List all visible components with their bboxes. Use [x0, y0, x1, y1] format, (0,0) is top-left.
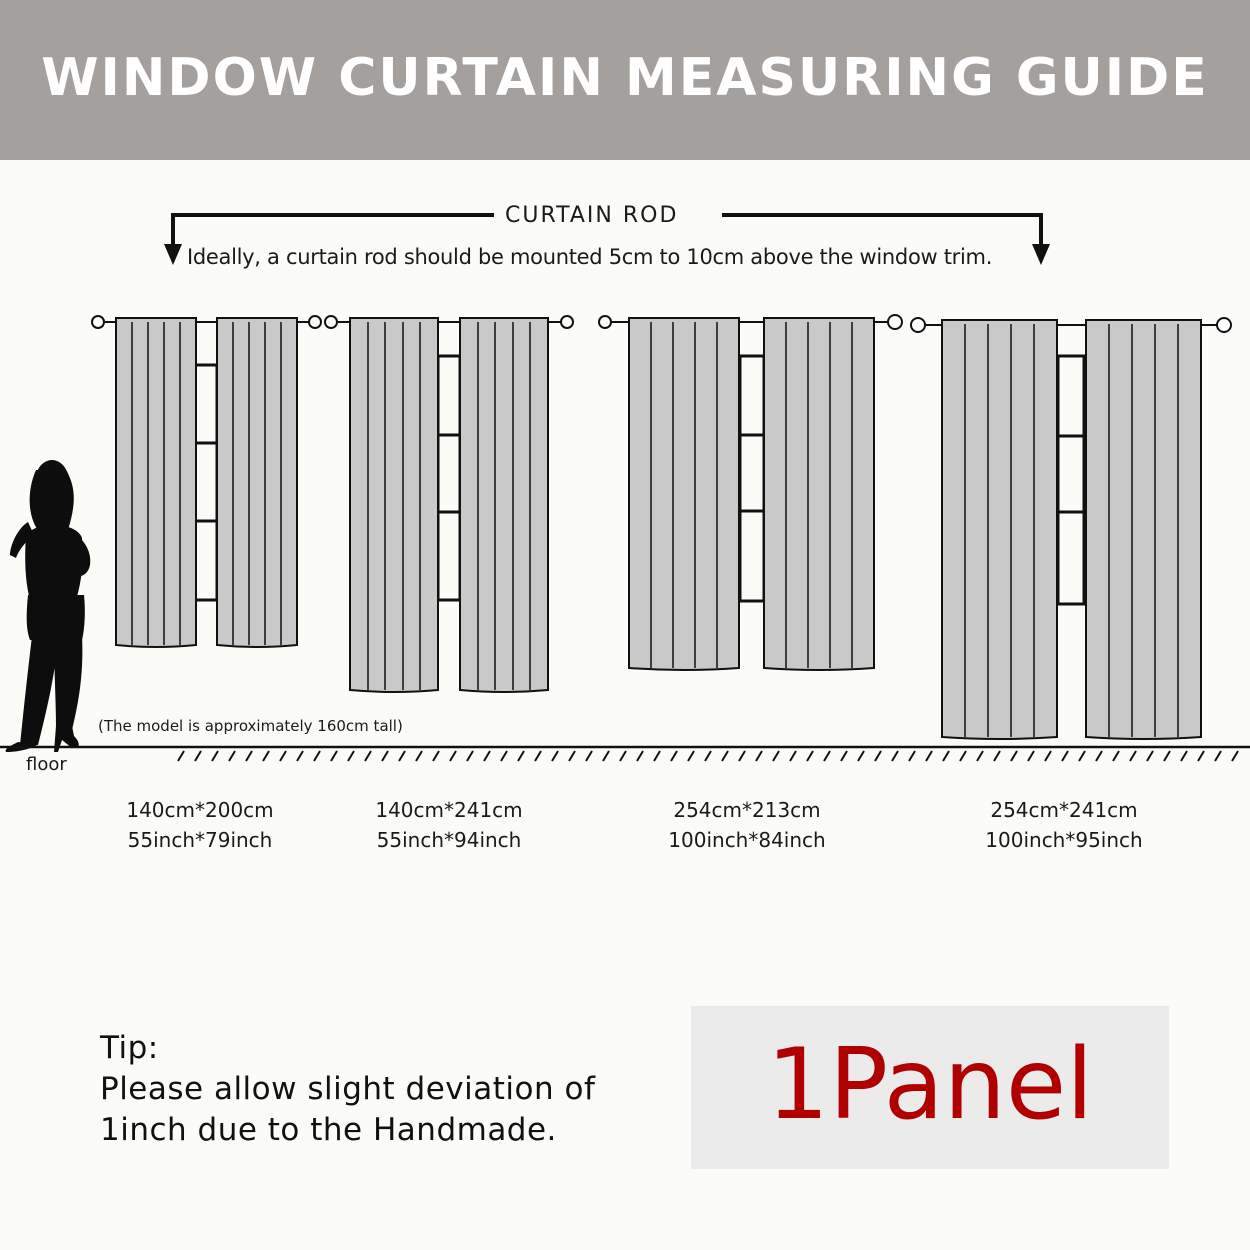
curtain-panel-left	[942, 320, 1057, 739]
rod-finial-right	[561, 316, 573, 328]
size-label-3	[627, 795, 867, 855]
floor-hatch	[1045, 751, 1051, 761]
floor-hatch	[229, 751, 235, 761]
floor-hatch	[331, 751, 337, 761]
floor-hatch	[314, 751, 320, 761]
floor-hatch	[1062, 751, 1068, 761]
rod-finial-left	[599, 316, 611, 328]
panel-count-label: 1Panel	[766, 1028, 1094, 1142]
size-imperial: 100inch*84inch	[668, 828, 826, 852]
curtain-panel-right	[217, 318, 297, 647]
floor-hatch	[1181, 751, 1187, 761]
rod-finial-right	[1217, 318, 1231, 332]
floor-hatch	[637, 751, 643, 761]
floor-hatch	[1028, 751, 1034, 761]
floor-hatch	[705, 751, 711, 761]
panel-count-box	[691, 1006, 1169, 1169]
curtain-panel-right	[1086, 320, 1201, 739]
floor-hatch	[807, 751, 813, 761]
floor-hatch-marks	[178, 751, 1238, 761]
rod-finial-right	[888, 315, 902, 329]
floor-hatch	[620, 751, 626, 761]
size-label-1	[80, 795, 320, 855]
curtain-panel-right	[764, 318, 874, 670]
floor-hatch	[467, 751, 473, 761]
floor-hatch	[399, 751, 405, 761]
curtain-set-3	[599, 315, 902, 670]
floor-hatch	[824, 751, 830, 761]
model-height-note: (The model is approximately 160cm tall)	[98, 717, 403, 735]
floor-hatch	[960, 751, 966, 761]
header-banner	[0, 0, 1250, 160]
floor-hatch	[569, 751, 575, 761]
floor-hatch	[518, 751, 524, 761]
floor-hatch	[722, 751, 728, 761]
size-label-2	[329, 795, 569, 855]
floor-hatch	[348, 751, 354, 761]
floor-hatch	[552, 751, 558, 761]
arrow-head-right-icon	[1032, 244, 1050, 265]
floor-hatch	[1113, 751, 1119, 761]
floor-hatch	[671, 751, 677, 761]
floor-hatch	[858, 751, 864, 761]
floor-hatch	[994, 751, 1000, 761]
floor-label: floor	[26, 754, 67, 775]
floor-hatch	[1011, 751, 1017, 761]
floor-hatch	[365, 751, 371, 761]
page-title: WINDOW CURTAIN MEASURING GUIDE	[41, 48, 1209, 108]
floor-hatch	[603, 751, 609, 761]
woman-silhouette-icon	[6, 460, 91, 752]
floor-hatch	[909, 751, 915, 761]
floor-hatch	[1232, 751, 1238, 761]
curtain-set-2	[325, 316, 573, 692]
window-frame	[740, 356, 764, 601]
rod-finial-left	[92, 316, 104, 328]
rod-finial-right	[309, 316, 321, 328]
curtain-set-1	[92, 316, 321, 647]
floor-hatch	[280, 751, 286, 761]
size-metric: 140cm*241cm	[375, 798, 523, 822]
floor-hatch	[178, 751, 184, 761]
floor-hatch	[195, 751, 201, 761]
curtain-rod-note: Ideally, a curtain rod should be mounted 5cm to 10cm above the window trim.	[187, 245, 993, 269]
floor-hatch	[654, 751, 660, 761]
floor-hatch	[1164, 751, 1170, 761]
floor-hatch	[739, 751, 745, 761]
floor-hatch	[875, 751, 881, 761]
arrow-head-left-icon	[164, 244, 182, 265]
floor-hatch	[1130, 751, 1136, 761]
floor-hatch	[263, 751, 269, 761]
window-frame	[438, 356, 460, 600]
floor-hatch	[1079, 751, 1085, 761]
window-frame	[1058, 356, 1084, 604]
window-frame	[195, 365, 217, 600]
size-imperial: 55inch*94inch	[376, 828, 522, 852]
floor-hatch	[1215, 751, 1221, 761]
size-metric: 254cm*241cm	[990, 798, 1138, 822]
floor-hatch	[246, 751, 252, 761]
curtain-set-4	[911, 318, 1231, 739]
floor-hatch	[416, 751, 422, 761]
floor-hatch	[501, 751, 507, 761]
tip-line-2: 1inch due to the Handmade.	[100, 1112, 557, 1148]
floor-hatch	[1147, 751, 1153, 761]
size-metric: 254cm*213cm	[673, 798, 821, 822]
floor-hatch	[586, 751, 592, 761]
floor-hatch	[688, 751, 694, 761]
curtain-rod-label: CURTAIN ROD	[505, 203, 679, 228]
tip-note	[100, 1028, 595, 1151]
floor-hatch	[1198, 751, 1204, 761]
floor-hatch	[943, 751, 949, 761]
floor-hatch	[977, 751, 983, 761]
size-imperial: 100inch*95inch	[985, 828, 1143, 852]
floor-hatch	[382, 751, 388, 761]
floor-hatch	[297, 751, 303, 761]
floor-hatch	[756, 751, 762, 761]
floor-hatch	[790, 751, 796, 761]
floor-hatch	[450, 751, 456, 761]
size-imperial: 55inch*79inch	[127, 828, 273, 852]
floor-hatch	[841, 751, 847, 761]
rod-finial-left	[911, 318, 925, 332]
curtain-panel-left	[350, 318, 438, 692]
size-metric: 140cm*200cm	[126, 798, 274, 822]
curtain-panel-left	[629, 318, 739, 670]
measuring-diagram	[0, 160, 1250, 880]
floor-hatch	[212, 751, 218, 761]
size-label-4	[944, 795, 1184, 855]
floor-hatch	[433, 751, 439, 761]
rod-finial-left	[325, 316, 337, 328]
floor-hatch	[535, 751, 541, 761]
floor-hatch	[1096, 751, 1102, 761]
floor-hatch	[484, 751, 490, 761]
floor-hatch	[892, 751, 898, 761]
curtain-panel-right	[460, 318, 548, 692]
tip-heading: Tip:	[100, 1030, 159, 1066]
curtain-panel-left	[116, 318, 196, 647]
floor-hatch	[926, 751, 932, 761]
floor-hatch	[773, 751, 779, 761]
tip-line-1: Please allow slight deviation of	[100, 1071, 596, 1107]
